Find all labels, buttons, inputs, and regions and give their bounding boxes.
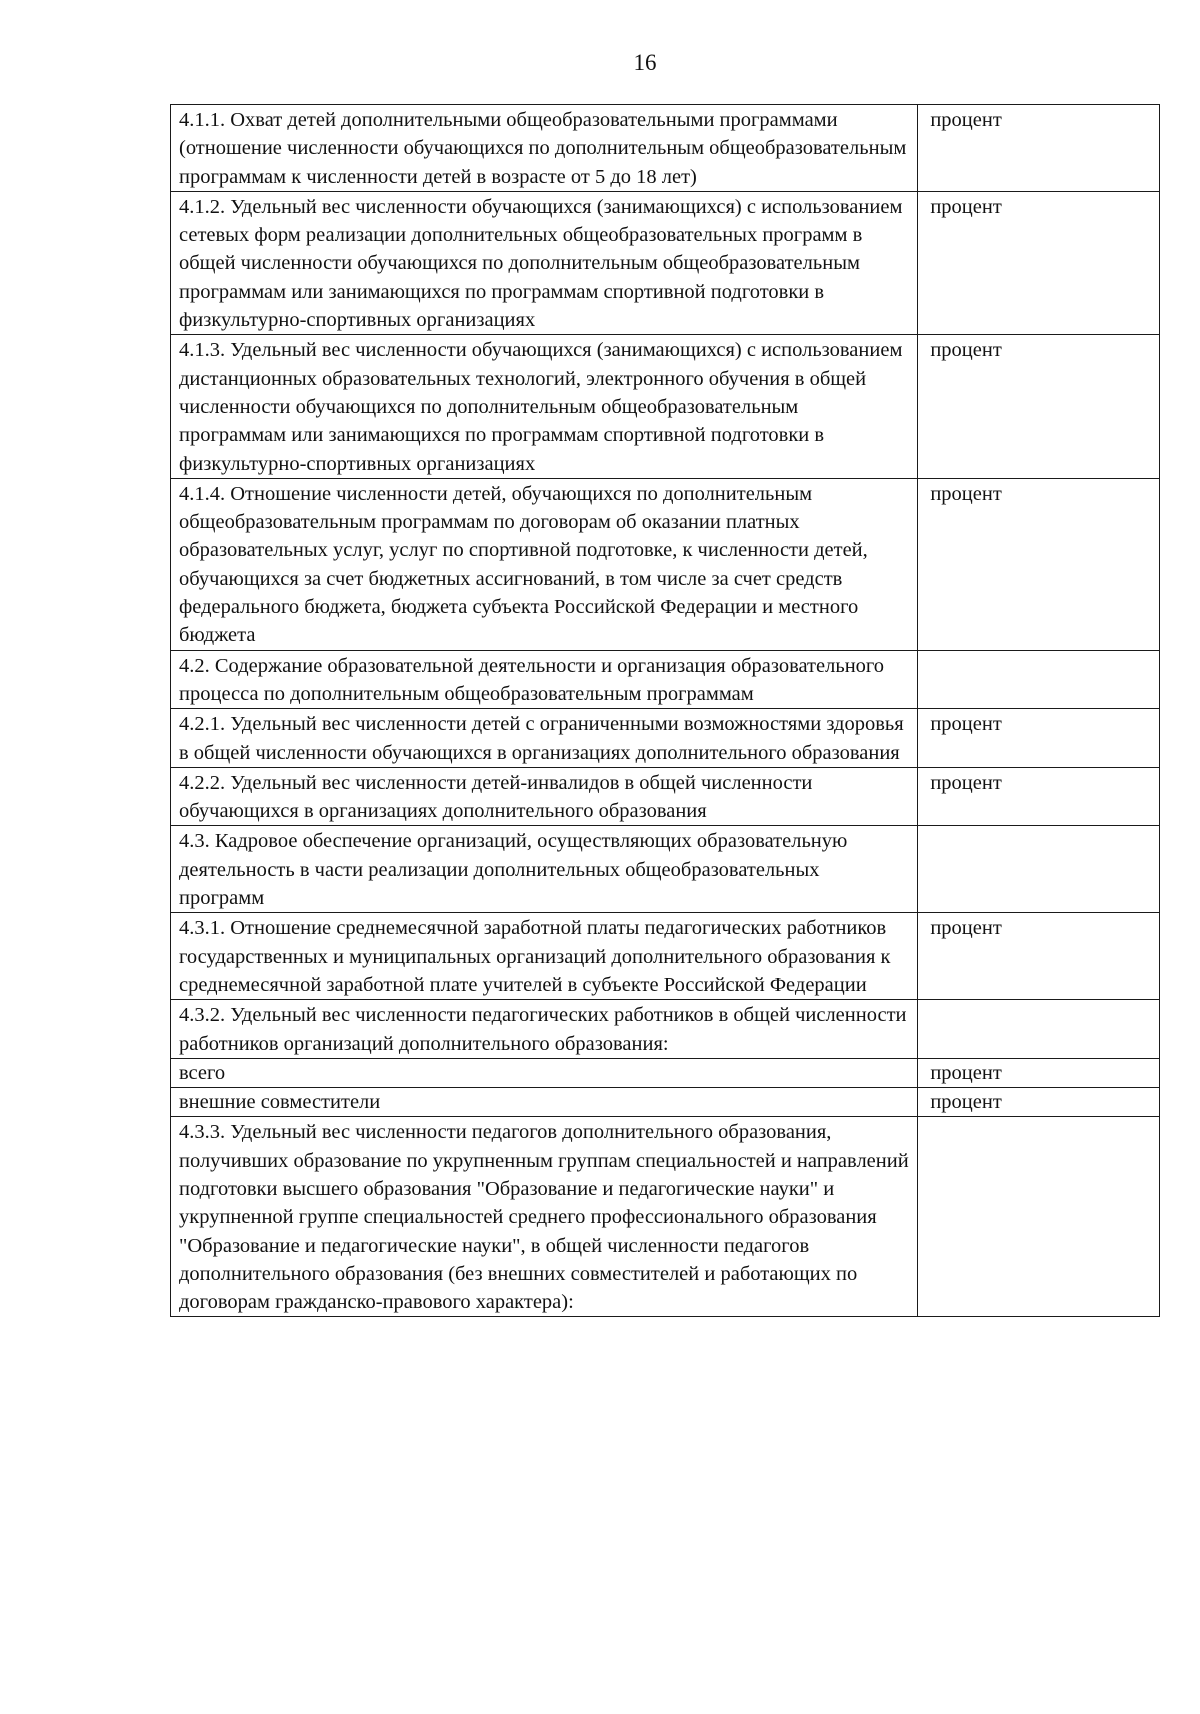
unit-cell: процент bbox=[918, 709, 1160, 768]
sub-indicator-cell: всего bbox=[171, 1058, 918, 1087]
unit-cell: процент bbox=[918, 1088, 1160, 1117]
unit-cell bbox=[918, 1000, 1160, 1059]
page-number: 16 bbox=[633, 50, 657, 75]
unit-cell bbox=[918, 1117, 1160, 1317]
unit-cell: процент bbox=[918, 913, 1160, 1000]
table-row bbox=[171, 1058, 1160, 1087]
unit-cell: процент bbox=[918, 105, 1160, 192]
unit-cell bbox=[918, 826, 1160, 913]
indicator-cell: 4.3.2. Удельный вес численности педагогических работников в общей численности работников организаций дополнительного образования: bbox=[171, 1000, 918, 1059]
table-row bbox=[171, 105, 1160, 192]
unit-cell: процент bbox=[918, 1058, 1160, 1087]
table-row bbox=[171, 913, 1160, 1000]
table-row bbox=[171, 478, 1160, 650]
table-row bbox=[171, 826, 1160, 913]
indicator-cell: 4.1.2. Удельный вес численности обучающихся (занимающихся) с использованием сетевых форм реализации дополнительных общеобразовательных программ в общей численности обучающихся по дополнительным общеобразовательным программам или занимающихся по программам спортивной подготовки в физкультурно-спортивных организациях bbox=[171, 191, 918, 334]
table-row bbox=[171, 335, 1160, 478]
indicator-cell: 4.1.4. Отношение численности детей, обучающихся по дополнительным общеобразовательным программам по договорам об оказании платных образовательных услуг, услуг по спортивной подготовке, к численности детей, обучающихся за счет бюджетных ассигнований, в том числе за счет средств федерального бюджета, бюджета субъекта Российской Федерации и местного бюджета bbox=[171, 478, 918, 650]
table-row bbox=[171, 650, 1160, 709]
sub-indicator-cell: внешние совместители bbox=[171, 1088, 918, 1117]
unit-cell: процент bbox=[918, 335, 1160, 478]
indicator-table bbox=[170, 104, 1160, 1317]
indicator-cell: 4.2.1. Удельный вес численности детей с ограниченными возможностями здоровья в общей численности обучающихся в организациях дополнительного образования bbox=[171, 709, 918, 768]
table-row bbox=[171, 1117, 1160, 1317]
unit-cell bbox=[918, 650, 1160, 709]
table-row bbox=[171, 1000, 1160, 1059]
unit-cell: процент bbox=[918, 767, 1160, 826]
section-heading-cell: 4.2. Содержание образовательной деятельности и организация образовательного процесса по дополнительным общеобразовательным программам bbox=[171, 650, 918, 709]
indicator-cell: 4.3.3. Удельный вес численности педагогов дополнительного образования, получивших образование по укрупненным группам специальностей и направлений подготовки высшего образования "Образование и педагогические науки" и укрупненной группе специальностей среднего профессионального образования "Образование и педагогические науки", в общей численности педагогов дополнительного образования (без внешних совместителей и работающих по договорам гражданско-правового характера): bbox=[171, 1117, 918, 1317]
table-row bbox=[171, 709, 1160, 768]
unit-cell: процент bbox=[918, 478, 1160, 650]
indicator-cell: 4.3.1. Отношение среднемесячной заработной платы педагогических работников государственных и муниципальных организаций дополнительного образования к среднемесячной заработной плате учителей в субъекте Российской Федерации bbox=[171, 913, 918, 1000]
unit-cell: процент bbox=[918, 191, 1160, 334]
indicator-cell: 4.1.1. Охват детей дополнительными общеобразовательными программами (отношение численности обучающихся по дополнительным общеобразовательным программам к численности детей в возрасте от 5 до 18 лет) bbox=[171, 105, 918, 192]
indicator-cell: 4.2.2. Удельный вес численности детей-инвалидов в общей численности обучающихся в организациях дополнительного образования bbox=[171, 767, 918, 826]
indicator-cell: 4.1.3. Удельный вес численности обучающихся (занимающихся) с использованием дистанционных образовательных технологий, электронного обучения в общей численности обучающихся по дополнительным общеобразовательным программам или занимающихся по программам спортивной подготовки в физкультурно-спортивных организациях bbox=[171, 335, 918, 478]
table-row bbox=[171, 767, 1160, 826]
table-row bbox=[171, 1088, 1160, 1117]
table-row bbox=[171, 191, 1160, 334]
section-heading-cell: 4.3. Кадровое обеспечение организаций, осуществляющих образовательную деятельность в части реализации дополнительных общеобразовательных программ bbox=[171, 826, 918, 913]
